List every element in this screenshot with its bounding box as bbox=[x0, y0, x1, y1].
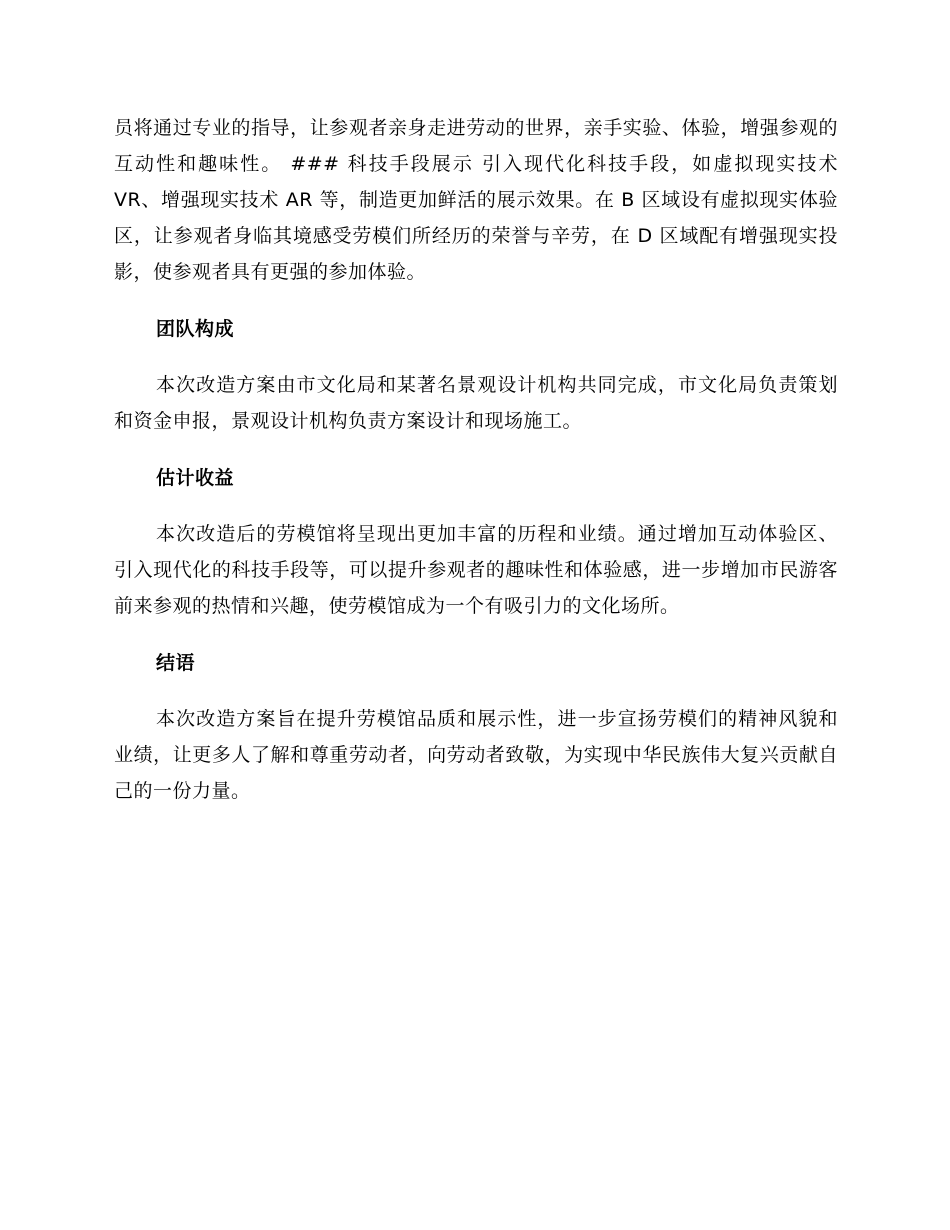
paragraph-conclusion: 本次改造方案旨在提升劳模馆品质和展示性，进一步宣扬劳模们的精神风貌和业绩，让更多人了解和尊重劳动者，向劳动者致敬，为实现中华民族伟大复兴贡献自己的一份力量。 bbox=[114, 708, 838, 802]
heading-team-composition: 团队构成 bbox=[156, 318, 235, 340]
heading-estimated-benefits: 估计收益 bbox=[156, 467, 235, 489]
paragraph-estimated-benefits: 本次改造后的劳模馆将呈现出更加丰富的历程和业绩。通过增加互动体验区、引入现代化的科技手段等，可以提升参观者的趣味性和体验感，进一步增加市民游客前来参观的热情和兴趣，使劳模馆成为一个有吸引力的文化场所。 bbox=[114, 523, 838, 617]
heading-conclusion: 结语 bbox=[156, 652, 196, 674]
paragraph-team-composition: 本次改造方案由市文化局和某著名景观设计机构共同完成，市文化局负责策划和资金申报，景观设计机构负责方案设计和现场施工。 bbox=[114, 374, 838, 432]
paragraph-tech-display: 员将通过专业的指导，让参观者亲身走进劳动的世界，亲手实验、体验，增强参观的互动性和趣味性。 ### 科技手段展示 引入现代化科技手段，如虚拟现实技术 VR、增强现实技术 AR 等，制造更加鲜活的展示效果。在 B 区域设有虚拟现实体验区，让参观者身临其境感受劳模们所经历的荣誉与辛劳，在 D 区域配有增强现实投影，使参观者具有更强的参加体验。 bbox=[114, 117, 838, 283]
document-body bbox=[114, 110, 838, 809]
